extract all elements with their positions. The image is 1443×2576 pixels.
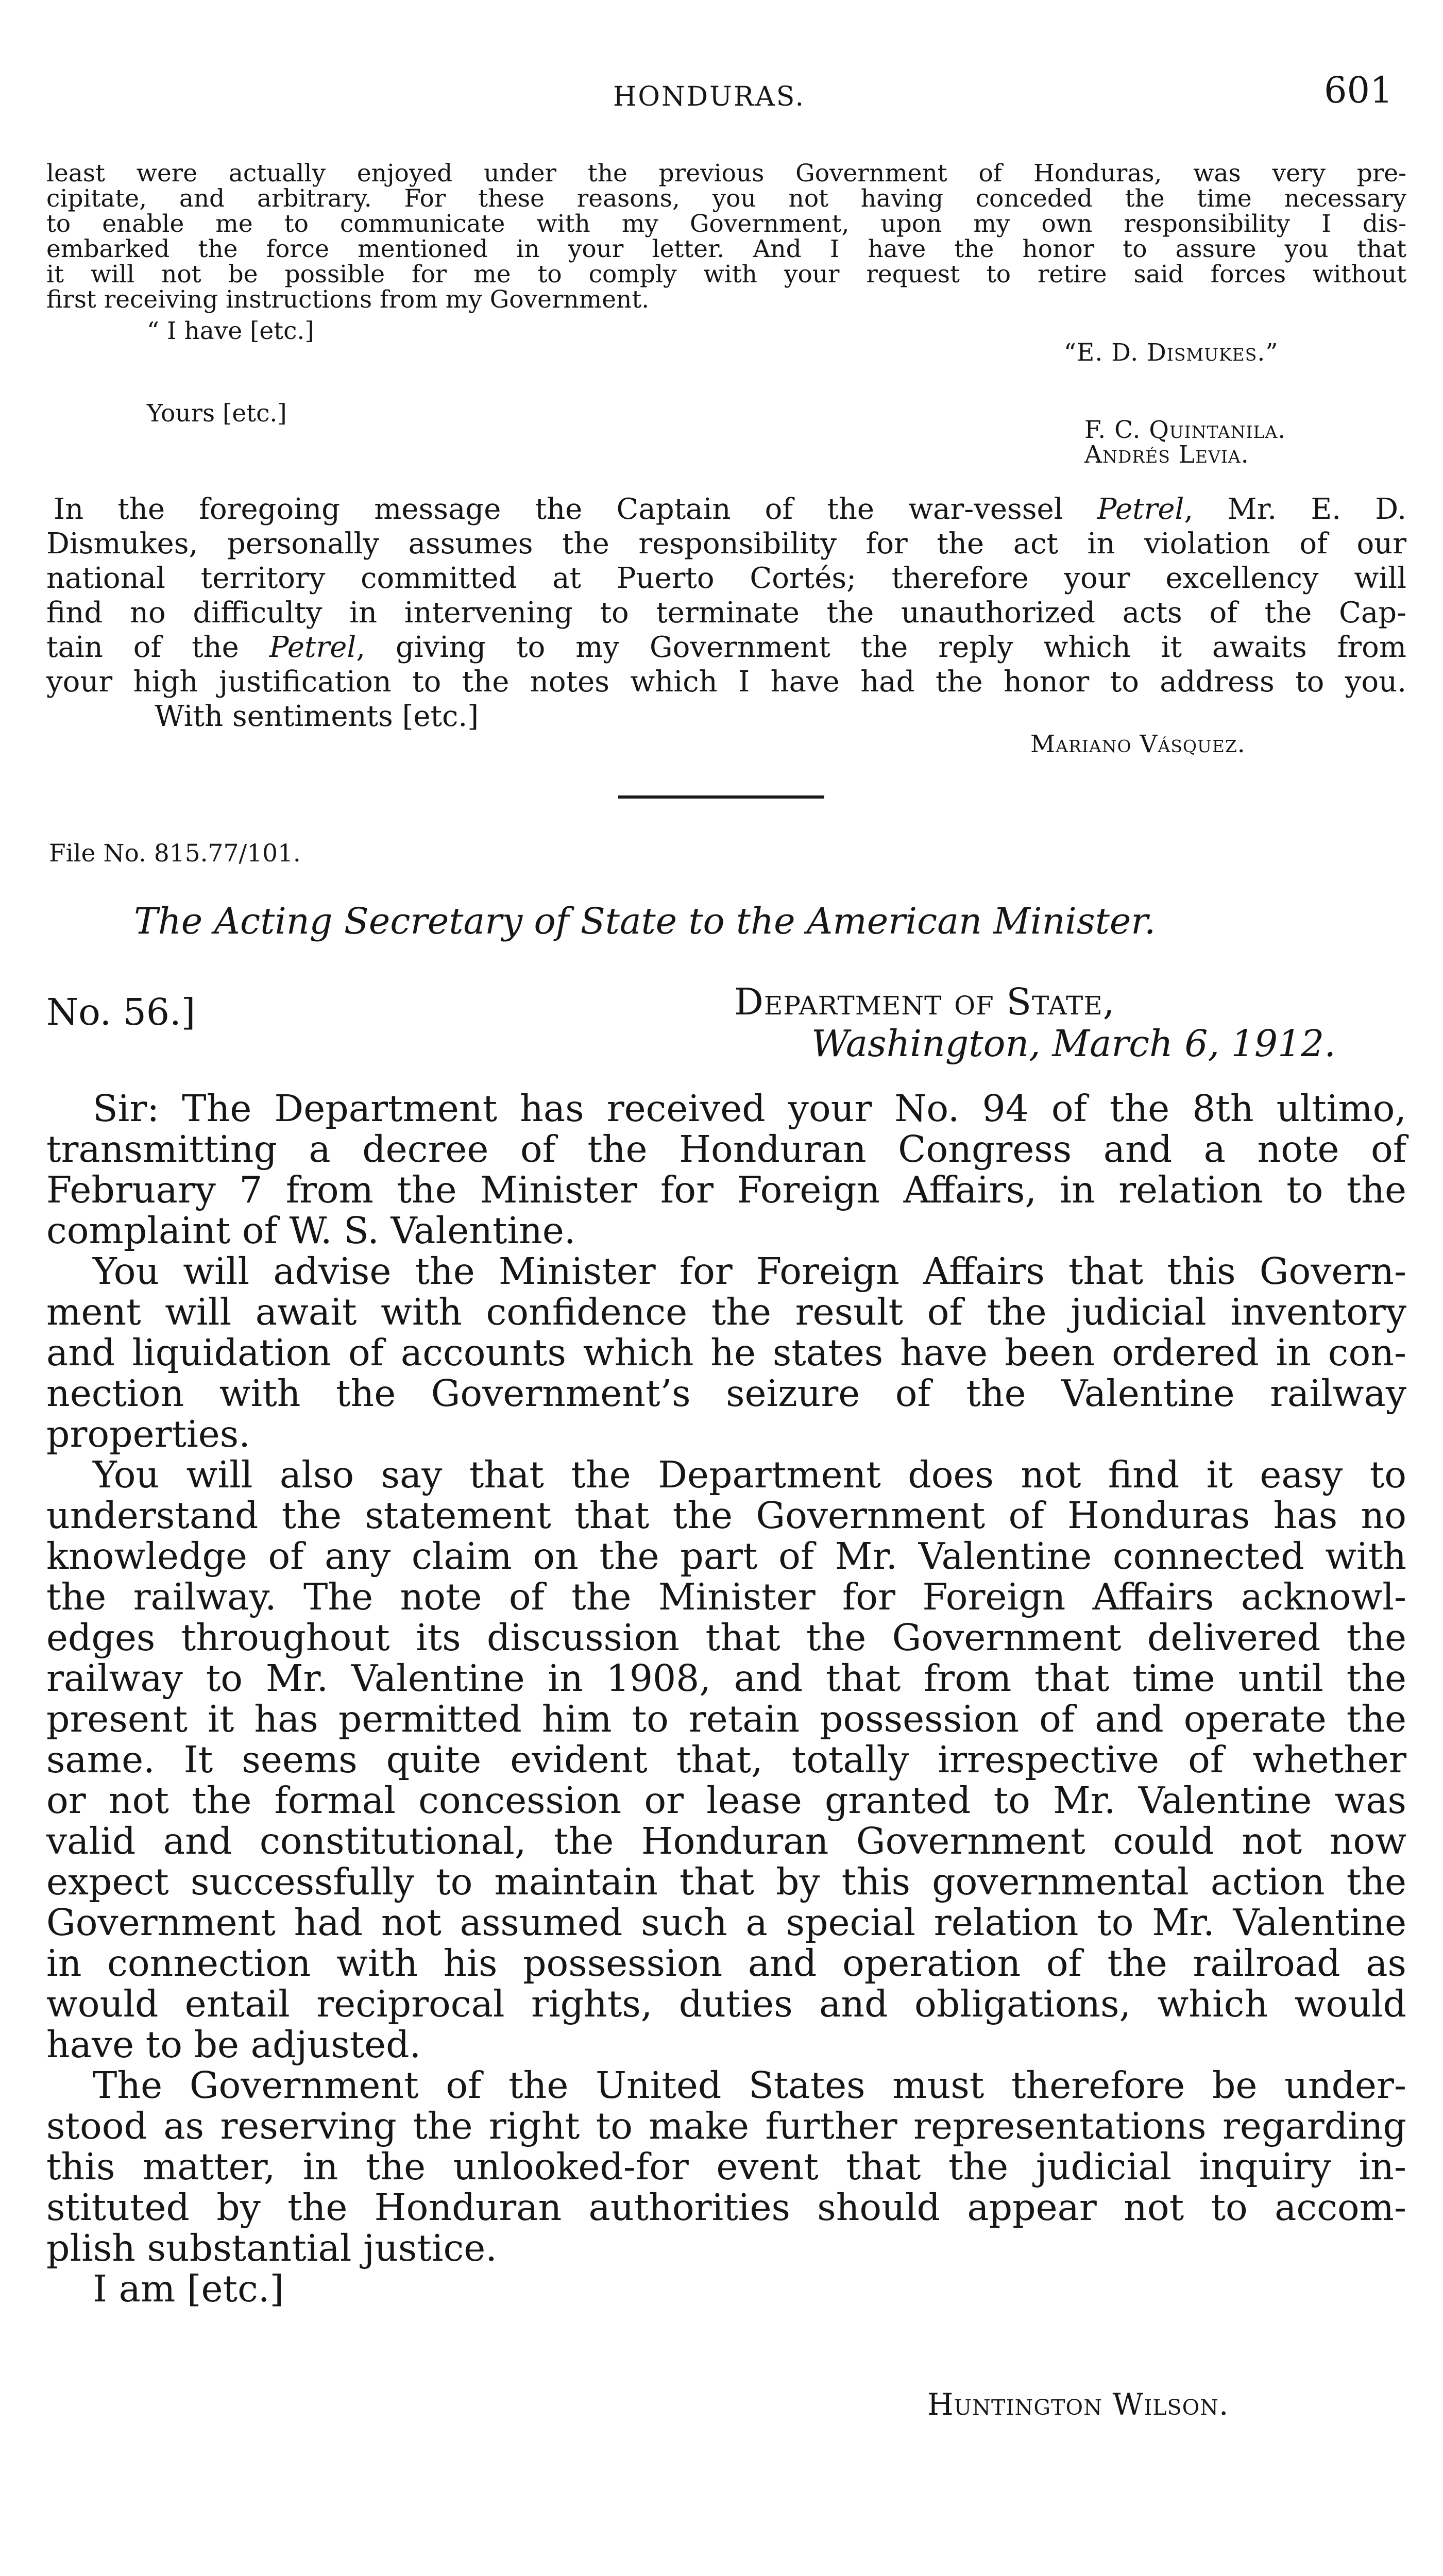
text-line: in connection with his possession and operation of the railroad as [46,1942,1406,1985]
text-line: ment will await with confidence the result of the judicial inventory [46,1291,1406,1333]
department-name: Department of State, [734,980,1115,1023]
text-line: your high justification to the notes which I have had the honor to address to you. [46,665,1406,699]
final-signature: Huntington Wilson. [927,2387,1229,2422]
text-line: Sir: The Department has received your No. 94 of the 8th ultimo, [93,1087,1406,1130]
text-line: first receiving instructions from my Government. [46,285,650,314]
paragraph-3 [46,1454,1406,2065]
ship-name: Petrel [269,631,356,664]
text-line: expect successfully to maintain that by this governmental action the [46,1860,1406,1903]
text-line: stituted by the Honduran authorities should appear not to accom- [46,2186,1406,2229]
main-letter-body [46,1088,1406,2309]
text-line: The Government of the United States must therefore be under- [93,2064,1406,2107]
paragraph-4 [46,2065,1406,2268]
cosigner-2: Andrés Levia. [1084,440,1249,469]
section-divider [618,795,824,799]
text-line: least were actually enjoyed under the previous Government of Honduras, was very pre- [46,159,1406,188]
text-line: national territory committed at Puerto Cortés; therefore your excellency will [46,562,1406,595]
text-line: have to be adjusted. [46,2023,421,2066]
message-paragraph [46,492,1406,699]
text-line: present it has permitted him to retain possession of and operate the [46,1698,1406,1740]
text-line: Dismukes, personally assumes the responsibility for the act in violation of our [46,527,1406,561]
text-line: same. It seems quite evident that, totally irrespective of whether [46,1738,1406,1781]
text-line: find no difficulty in intervening to terminate the unauthorized acts of the Cap- [46,596,1406,630]
text-line: railway to Mr. Valentine in 1908, and that from that time until the [46,1657,1406,1700]
document-heading: The Acting Secretary of State to the American Minister. [134,900,1156,942]
message-closing: With sentiments [etc.] [155,700,479,733]
text-line: plish substantial justice. [46,2227,497,2269]
file-number: File No. 815.77/101. [49,839,301,868]
yours-closing: Yours [etc.] [147,399,287,428]
paragraph-2 [46,1251,1406,1454]
text-line: properties. [46,1413,250,1455]
text-line: complaint of W. S. Valentine. [46,1209,576,1252]
text-line: You will advise the Minister for Foreign Affairs that this Govern- [93,1250,1406,1293]
text-line: tain of the Petrel, giving to my Government the reply which it awaits from [46,631,1406,664]
text-line: Government had not assumed such a special relation to Mr. Valentine [46,1901,1406,1944]
message-signature: Mariano Vásquez. [1030,730,1246,758]
text-line: nection with the Government’s seizure of the Valentine railway [46,1372,1406,1415]
top-letter-body [46,161,1406,312]
text-line: and liquidation of accounts which he states have been ordered in con- [46,1331,1406,1374]
paragraph-1 [46,1088,1406,1251]
text-line: the railway. The note of the Minister for Foreign Affairs acknowl- [46,1575,1406,1618]
text-line: stood as reserving the right to make further representations regarding [46,2105,1406,2147]
place-and-date: Washington, March 6, 1912. [811,1022,1336,1065]
text-line: transmitting a decree of the Honduran Congress and a note of [46,1128,1406,1171]
text-line: or not the formal concession or lease granted to Mr. Valentine was [46,1779,1406,1822]
text-line: would entail reciprocal rights, duties and obligations, which would [46,1982,1406,2025]
text-line: February 7 from the Minister for Foreign Affairs, in relation to the [46,1168,1406,1211]
top-letter-closing: “ I have [etc.] [147,317,314,345]
document-number: No. 56.] [46,991,196,1033]
text-line: valid and constitutional, the Honduran Government could not now [46,1820,1406,1862]
ship-name: Petrel [1097,493,1184,526]
text-line: knowledge of any claim on the part of Mr. Valentine connected with [46,1535,1406,1578]
cosigner-1: F. C. Quintanila. [1084,416,1286,444]
closing-line: I am [etc.] [93,2267,284,2310]
text-line: embarked the force mentioned in your letter. And I have the honor to assure you that [46,235,1406,263]
text-line: it will not be possible for me to comply with your request to retire said forces without [46,260,1406,289]
text-line: You will also say that the Department does not find it easy to [93,1453,1406,1496]
text-line: cipitate, and arbitrary. For these reasons, you not having conceded the time necessary [46,184,1406,213]
page-number: 601 [1324,69,1393,111]
running-header-title: HONDURAS. [613,81,805,112]
text-line: to enable me to communicate with my Government, upon my own responsibility I dis- [46,210,1406,238]
text-line: understand the statement that the Government of Honduras has no [46,1494,1406,1537]
text-line: this matter, in the unlooked-for event that the judicial inquiry in- [46,2145,1406,2188]
text-line: In the foregoing message the Captain of the war-vessel Petrel, Mr. E. D. [54,493,1407,526]
top-letter-signature: “E. D. Dismukes.” [1064,338,1279,367]
text-line: edges throughout its discussion that the Government delivered the [46,1616,1406,1659]
